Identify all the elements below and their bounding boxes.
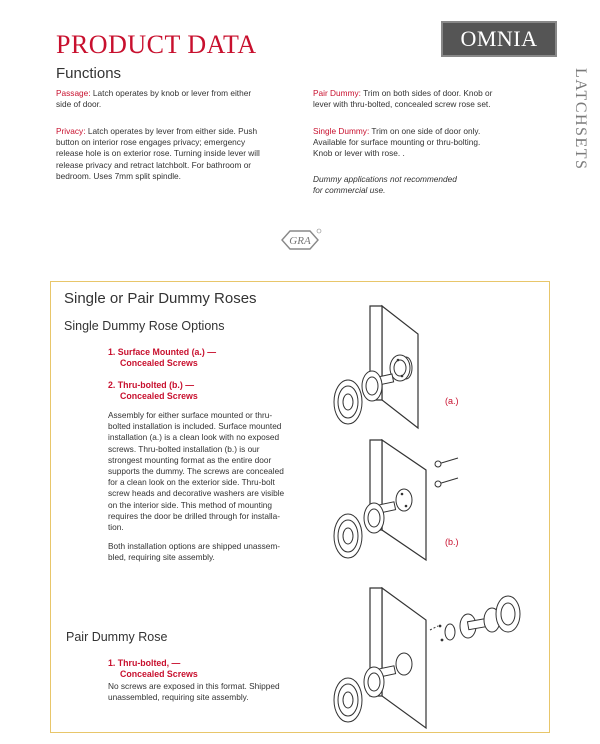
option-2	[108, 380, 198, 402]
body-line: installation (a.) is a clean look with no exposed	[108, 432, 280, 443]
single-dummy-label: Single Dummy:	[313, 126, 370, 136]
option-2-line-1: 2. Thru-bolted (b.) —	[108, 380, 195, 390]
shipped-line: bled, requiring site assembly.	[108, 552, 215, 563]
pair-dummy-paragraph	[313, 88, 553, 110]
single-dummy-text-3: Knob or lever with rose. .	[313, 148, 405, 159]
body-line: screws. Thru-bolted installation (b.) is our	[108, 443, 260, 454]
commercial-note	[313, 174, 553, 196]
single-dummy-text-2: Available for surface mounting or thru-bolting.	[313, 137, 481, 148]
option-1	[108, 347, 216, 369]
brand-logo: OMNIA	[441, 21, 557, 57]
body-line: Assembly for either surface mounted or thru-	[108, 410, 273, 420]
option-2-line-2: Concealed Screws	[120, 391, 198, 401]
passage-paragraph	[56, 88, 296, 110]
privacy-text-2: button on interior rose engages privacy; emergency	[56, 137, 246, 148]
label-a: (a.)	[445, 396, 459, 406]
shipped-line: Both installation options are shipped unassem-	[108, 541, 281, 551]
passage-text-2: side of door.	[56, 99, 102, 110]
privacy-label: Privacy:	[56, 126, 86, 136]
label-b: (b.)	[445, 537, 459, 547]
option-1-line-1: 1. Surface Mounted (a.) —	[108, 347, 217, 357]
body-line: bolted installation is included. Surface mounted	[108, 421, 282, 432]
pair-dummy-label: Pair Dummy:	[313, 88, 361, 98]
pair-option	[108, 658, 198, 680]
surface-mounted-illustration	[318, 304, 438, 430]
body-line: supports the dummy. The screws are concealed	[108, 466, 284, 477]
pair-option-line-2: Concealed Screws	[120, 669, 198, 679]
note-line-2: for commercial use.	[313, 185, 386, 196]
page-subtitle: Functions	[56, 65, 122, 82]
privacy-text-5: bedroom. Uses 7mm split spindle.	[56, 170, 181, 181]
pair-heading: Pair Dummy Rose	[66, 630, 168, 644]
shipped-paragraph	[108, 541, 308, 563]
privacy-text-3: release hole is on exterior rose. Turning inside lever will	[56, 148, 260, 159]
pair-dummy-illustration	[318, 586, 528, 732]
body-line: strongest mounting format as the entire door	[108, 454, 272, 465]
pair-option-line-1: 1. Thru-bolted, —	[108, 658, 181, 668]
pair-line: unassembled, requiring site assembly.	[108, 692, 249, 703]
gra-certification-logo	[278, 228, 322, 252]
privacy-paragraph	[56, 126, 306, 182]
section-title: Single or Pair Dummy Roses	[64, 290, 257, 307]
side-label: LATCHSETS	[572, 68, 589, 171]
single-options-heading: Single Dummy Rose Options	[64, 319, 225, 333]
pair-line: No screws are exposed in this format. Shipped	[108, 681, 280, 691]
note-line-1: Dummy applications not recommended	[313, 174, 457, 184]
privacy-text-4: release privacy and retract latchbolt. For bathroom or	[56, 159, 252, 170]
pair-paragraph	[108, 681, 308, 703]
single-dummy-text-1: Trim on one side of door only.	[371, 126, 481, 136]
option-1-line-2: Concealed Screws	[120, 358, 198, 368]
pair-dummy-text-1: Trim on both sides of door. Knob or	[363, 88, 493, 98]
page-title: PRODUCT DATA	[56, 30, 257, 59]
single-dummy-paragraph	[313, 126, 553, 160]
passage-label: Passage:	[56, 88, 91, 98]
assembly-paragraph	[108, 410, 308, 533]
body-line: screw heads and decorative washers are visible	[108, 488, 285, 499]
pair-dummy-text-2: lever with thru-bolted, concealed screw rose set.	[313, 99, 491, 110]
body-line: requires the door be drilled through for installa-	[108, 510, 281, 521]
privacy-text-1: Latch operates by lever from either side. Push	[87, 126, 258, 136]
body-line: on the interior side. This method of mounting	[108, 499, 273, 510]
body-line: tion.	[108, 522, 124, 533]
passage-text-1: Latch operates by knob or lever from either	[92, 88, 252, 98]
body-line: for a clean look on the exterior side. Thru-bolt	[108, 477, 275, 488]
gra-logo-text: GRA	[289, 235, 311, 247]
